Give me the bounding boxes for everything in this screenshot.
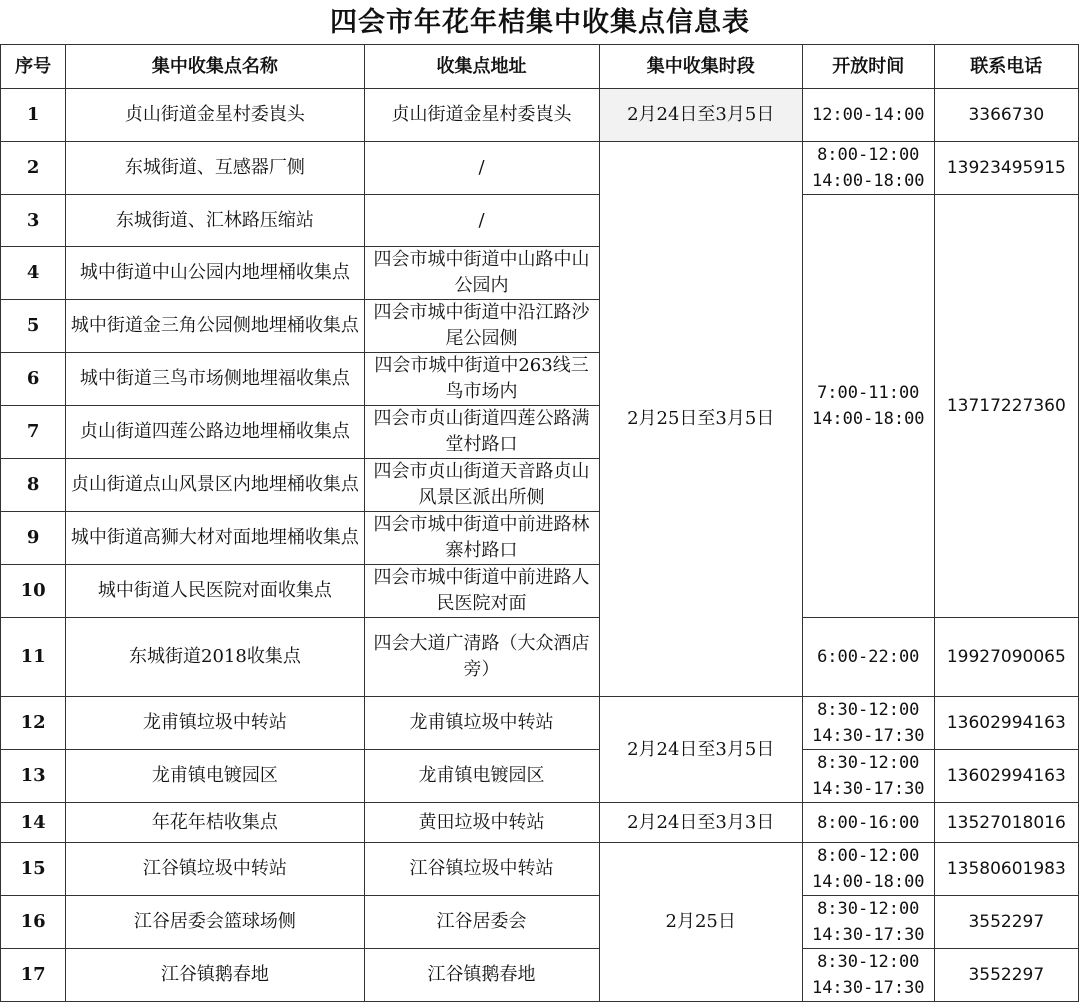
point-address: / [364, 142, 599, 195]
open-time: 8:30-12:00 14:30-17:30 [802, 896, 934, 949]
phone-number: 3552297 [934, 896, 1078, 949]
table-row [1, 89, 1079, 142]
table-row [1, 195, 1079, 247]
point-name: 城中街道三鸟市场侧地埋福收集点 [66, 353, 364, 406]
phone-number: 13527018016 [934, 803, 1078, 843]
table-row [1, 697, 1079, 750]
point-address: 四会市城中街道中沿江路沙尾公园侧 [364, 300, 599, 353]
row-number: 1 [1, 89, 66, 142]
header-cell-no: 序号 [1, 45, 66, 89]
point-name: 东城街道2018收集点 [66, 618, 364, 697]
row-number: 16 [1, 896, 66, 949]
header-cell-phone: 联系电话 [934, 45, 1078, 89]
row-number: 2 [1, 142, 66, 195]
point-name: 城中街道金三角公园侧地埋桶收集点 [66, 300, 364, 353]
open-time: 12:00-14:00 [802, 89, 934, 142]
point-name: 城中街道中山公园内地埋桶收集点 [66, 247, 364, 300]
point-name: 江谷镇垃圾中转站 [66, 843, 364, 896]
phone-number: 13717227360 [934, 195, 1078, 618]
point-address: 江谷镇鹅春地 [364, 949, 599, 1002]
row-number: 11 [1, 618, 66, 697]
table-row [1, 803, 1079, 843]
collection-period: 2月24日至3月5日 [599, 89, 802, 142]
row-number: 5 [1, 300, 66, 353]
phone-number: 3366730 [934, 89, 1078, 142]
row-number: 10 [1, 565, 66, 618]
open-time: 8:30-12:00 14:30-17:30 [802, 949, 934, 1002]
row-number: 8 [1, 459, 66, 512]
point-address: 江谷镇垃圾中转站 [364, 843, 599, 896]
point-name: 贞山街道点山风景区内地埋桶收集点 [66, 459, 364, 512]
collection-period: 2月25日至3月5日 [599, 142, 802, 697]
open-time: 6:00-22:00 [802, 618, 934, 697]
phone-number: 13602994163 [934, 750, 1078, 803]
table-row [1, 142, 1079, 195]
table-row [1, 843, 1079, 896]
row-number: 13 [1, 750, 66, 803]
row-number: 14 [1, 803, 66, 843]
point-name: 江谷镇鹅春地 [66, 949, 364, 1002]
header-row [1, 45, 1079, 89]
point-address: 四会市城中街道中前进路林寨村路口 [364, 512, 599, 565]
point-name: 城中街道人民医院对面收集点 [66, 565, 364, 618]
point-address: 四会市贞山街道四莲公路满堂村路口 [364, 406, 599, 459]
phone-number: 3552297 [934, 949, 1078, 1002]
row-number: 15 [1, 843, 66, 896]
table-row [1, 896, 1079, 949]
row-number: 4 [1, 247, 66, 300]
phone-number: 13580601983 [934, 843, 1078, 896]
phone-number: 13923495915 [934, 142, 1078, 195]
open-time: 7:00-11:00 14:00-18:00 [802, 195, 934, 618]
point-address: 黄田垃圾中转站 [364, 803, 599, 843]
collection-period: 2月24日至3月5日 [599, 697, 802, 803]
open-time: 8:00-12:00 14:00-18:00 [802, 843, 934, 896]
collection-period: 2月24日至3月3日 [599, 803, 802, 843]
point-address: 四会大道广清路（大众酒店旁） [364, 618, 599, 697]
phone-number: 13602994163 [934, 697, 1078, 750]
point-name: 龙甫镇电镀园区 [66, 750, 364, 803]
point-address: 四会市贞山街道天音路贞山风景区派出所侧 [364, 459, 599, 512]
row-number: 3 [1, 195, 66, 247]
table-row [1, 949, 1079, 1002]
open-time: 8:30-12:00 14:30-17:30 [802, 697, 934, 750]
row-number: 9 [1, 512, 66, 565]
row-number: 17 [1, 949, 66, 1002]
row-number: 12 [1, 697, 66, 750]
point-name: 年花年桔收集点 [66, 803, 364, 843]
point-address: 四会市城中街道中山路中山公园内 [364, 247, 599, 300]
point-address: 龙甫镇垃圾中转站 [364, 697, 599, 750]
table-row [1, 618, 1079, 697]
point-address: 江谷居委会 [364, 896, 599, 949]
point-name: 江谷居委会篮球场侧 [66, 896, 364, 949]
phone-number: 19927090065 [934, 618, 1078, 697]
row-number: 6 [1, 353, 66, 406]
point-name: 贞山街道金星村委崀头 [66, 89, 364, 142]
point-name: 城中街道高狮大材对面地埋桶收集点 [66, 512, 364, 565]
table-row [1, 750, 1079, 803]
point-name: 龙甫镇垃圾中转站 [66, 697, 364, 750]
point-name: 东城街道、互感器厂侧 [66, 142, 364, 195]
point-address: 四会市城中街道中263线三鸟市场内 [364, 353, 599, 406]
open-time: 8:00-16:00 [802, 803, 934, 843]
collection-points-table [0, 44, 1079, 1002]
point-address: 四会市城中街道中前进路人民医院对面 [364, 565, 599, 618]
open-time: 8:00-12:00 14:00-18:00 [802, 142, 934, 195]
row-number: 7 [1, 406, 66, 459]
header-cell-open-time: 开放时间 [802, 45, 934, 89]
header-cell-name: 集中收集点名称 [66, 45, 364, 89]
point-address: 龙甫镇电镀园区 [364, 750, 599, 803]
header-cell-address: 收集点地址 [364, 45, 599, 89]
page-title: 四会市年花年桔集中收集点信息表 [330, 7, 750, 38]
open-time: 8:30-12:00 14:30-17:30 [802, 750, 934, 803]
point-name: 贞山街道四莲公路边地埋桶收集点 [66, 406, 364, 459]
header-cell-period: 集中收集时段 [599, 45, 802, 89]
point-address: 贞山街道金星村委崀头 [364, 89, 599, 142]
point-name: 东城街道、汇林路压缩站 [66, 195, 364, 247]
point-address: / [364, 195, 599, 247]
collection-period: 2月25日 [599, 843, 802, 1002]
